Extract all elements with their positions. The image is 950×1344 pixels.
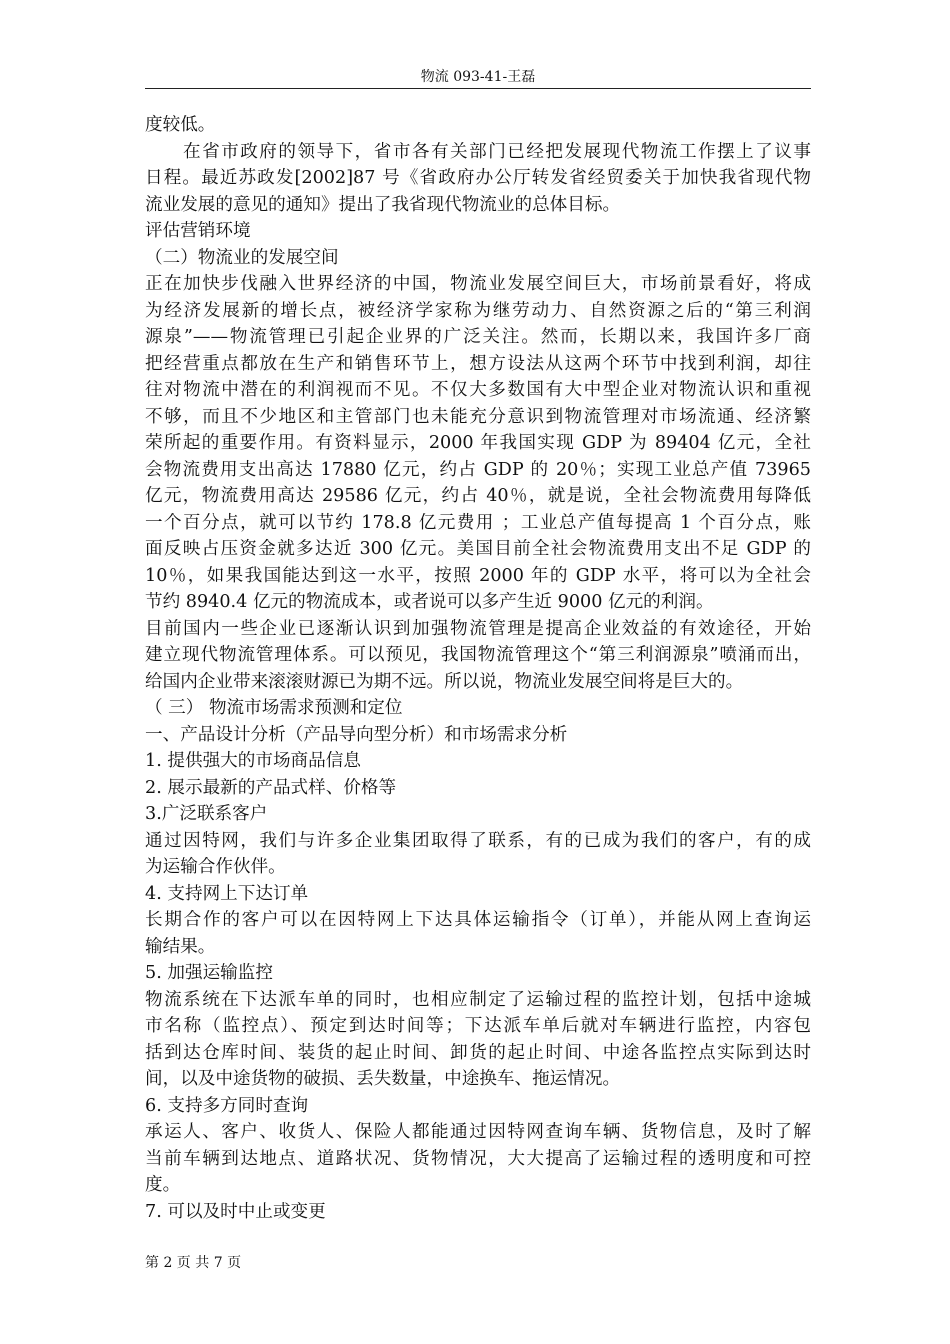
- text-line: 会物流费用支出高达 17880 亿元，约占 GDP 的 20％；实现工业总产值 73965: [145, 459, 811, 480]
- text-line: 输结果。: [145, 936, 216, 957]
- text-line: 3.广泛联系客户: [145, 804, 268, 824]
- text-line: 荣所起的重要作用。有资料显示，2000 年我国实现 GDP 为 89404 亿元，全社: [145, 433, 811, 453]
- text-line: 4. 支持网上下达订单: [145, 883, 309, 904]
- text-line: 为运输合作伙伴。: [145, 857, 286, 877]
- document-body: [145, 112, 811, 1225]
- text-line: 7. 可以及时中止或变更: [145, 1201, 326, 1222]
- text-line: 往对物流中潜在的利润视而不见。不仅大多数国有大中型企业对物流认识和重视: [145, 380, 811, 400]
- text-line: 长期合作的客户可以在因特网上下达具体运输指令（订单），并能从网上查询运: [145, 910, 811, 930]
- text-line: 给国内企业带来滚滚财源已为期不远。所以说，物流业发展空间将是巨大的。: [145, 671, 744, 692]
- text-line: 目前国内一些企业已逐渐认识到加强物流管理是提高企业效益的有效途径，开始: [145, 618, 811, 639]
- text-line: 在省市政府的领导下，省市各有关部门已经把发展现代物流工作摆上了议事: [183, 141, 811, 162]
- text-line: 市名称（监控点）、预定到达时间等；下达派车单后就对车辆进行监控，内容包: [145, 1016, 811, 1036]
- text-line: 括到达仓库时间、装货的起止时间、卸货的起止时间、中途各监控点实际到达时: [145, 1042, 811, 1063]
- text-line: 度。: [145, 1175, 181, 1195]
- header-title: 物流 093-41-王磊: [420, 69, 536, 85]
- text-line: 亿元，物流费用高达 29586 亿元，约占 40％，就是说，全社会物流费用每降低: [145, 486, 811, 506]
- text-line: 通过因特网，我们与许多企业集团取得了联系，有的已成为我们的客户，有的成: [145, 830, 811, 851]
- text-line: 正在加快步伐融入世界经济的中国，物流业发展空间巨大，市场前景看好，将成: [145, 274, 811, 294]
- text-line: 间，以及中途货物的破损、丢失数量，中途换车、拖运情况。: [145, 1069, 621, 1089]
- text-line: 度较低。: [145, 115, 216, 135]
- text-line: 评估营销环境: [145, 221, 251, 241]
- text-line: （二）物流业的发展空间: [145, 247, 339, 268]
- page-footer: 第 2 页 共 7 页: [145, 1255, 242, 1271]
- text-line: 源泉”——物流管理已引起企业界的广泛关注。然而，长期以来，我国许多厂商: [145, 327, 811, 347]
- text-line: 节约 8940.4 亿元的物流成本，或者说可以多产生近 9000 亿元的利润。: [145, 592, 714, 612]
- text-line: 物流系统在下达派车单的同时，也相应制定了运输过程的监控计划，包括中途城: [145, 989, 811, 1010]
- text-line: 6. 支持多方同时查询: [145, 1095, 309, 1116]
- text-line: 建立现代物流管理体系。可以预见，我国物流管理这个“第三利润源泉”喷涌而出，: [145, 645, 811, 665]
- text-line: 为经济发展新的增长点，被经济学家称为继劳动力、自然资源之后的“第三利润: [145, 300, 811, 321]
- text-line: 把经营重点都放在生产和销售环节上，想方设法从这两个环节中找到利润，却往: [145, 353, 811, 374]
- text-line: 一个百分点，就可以节约 178.8 亿元费用 ；工业总产值每提高 1 个百分点，账: [145, 512, 811, 533]
- text-line: 承运人、客户、收货人、保险人都能通过因特网查询车辆、货物信息，及时了解: [145, 1122, 811, 1142]
- text-line: 当前车辆到达地点、道路状况、货物情况，大大提高了运输过程的透明度和可控: [145, 1148, 811, 1169]
- text-line: 2. 展示最新的产品式样、价格等: [145, 777, 397, 798]
- text-line: 不够，而且不少地区和主管部门也未能充分意识到物流管理对市场流通、经济繁: [145, 406, 811, 427]
- page-header: [145, 62, 811, 89]
- text-line: （ 三） 物流市场需求预测和定位: [145, 698, 403, 718]
- text-line: 流业发展的意见的通知》提出了我省现代物流业的总体目标。: [145, 194, 621, 215]
- text-line: 日程。最近苏政发[2002]87 号《省政府办公厅转发省经贸委关于加快我省现代物: [145, 168, 811, 188]
- text-line: 10％，如果我国能达到这一水平，按照 2000 年的 GDP 水平，将可以为全社会: [145, 565, 811, 586]
- text-line: 一、产品设计分析（产品导向型分析）和市场需求分析: [145, 724, 568, 745]
- text-line: 1. 提供强大的市场商品信息: [145, 751, 361, 771]
- text-line: 5. 加强运输监控: [145, 963, 273, 983]
- text-line: 面反映占压资金就多达近 300 亿元。美国目前全社会物流费用支出不足 GDP 的: [145, 539, 811, 559]
